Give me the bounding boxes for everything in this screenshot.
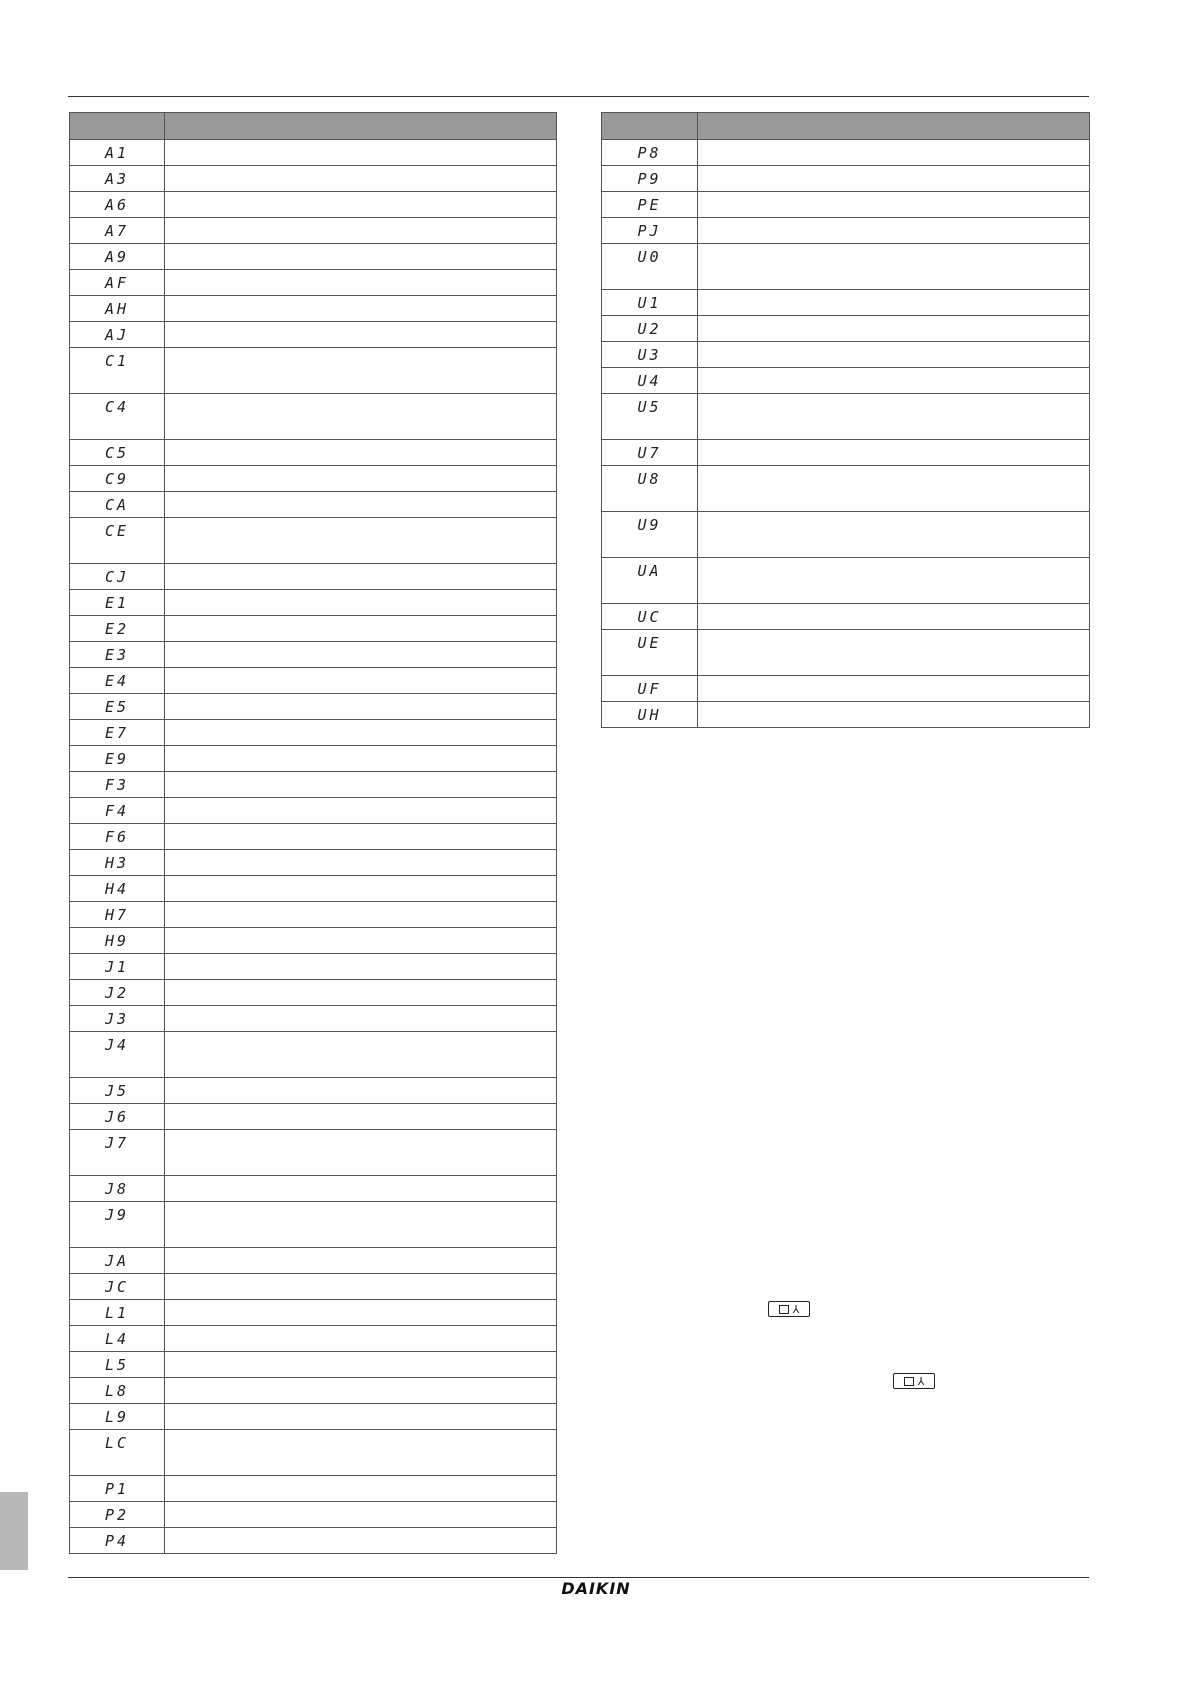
table-row xyxy=(602,630,1090,676)
error-description xyxy=(165,1078,557,1104)
error-code: UA xyxy=(602,558,698,604)
table-row xyxy=(70,394,557,440)
error-code: AF xyxy=(70,270,165,296)
error-description xyxy=(165,1430,557,1476)
table-row xyxy=(602,342,1090,368)
column-header-code xyxy=(602,113,698,140)
table-row xyxy=(602,676,1090,702)
error-description xyxy=(165,1476,557,1502)
header-rule xyxy=(68,96,1089,97)
error-code: E7 xyxy=(70,720,165,746)
error-code: J8 xyxy=(70,1176,165,1202)
table-row xyxy=(70,270,557,296)
table-row xyxy=(70,1032,557,1078)
error-code: U0 xyxy=(602,244,698,290)
error-code: AH xyxy=(70,296,165,322)
table-row xyxy=(70,980,557,1006)
error-code: JA xyxy=(70,1248,165,1274)
error-description xyxy=(165,720,557,746)
error-description xyxy=(698,676,1090,702)
error-description xyxy=(165,746,557,772)
table-row xyxy=(70,1326,557,1352)
error-code: J2 xyxy=(70,980,165,1006)
table-row xyxy=(70,244,557,270)
error-description xyxy=(165,798,557,824)
error-description xyxy=(165,902,557,928)
error-code: UH xyxy=(602,702,698,728)
error-description xyxy=(698,604,1090,630)
column-header-code xyxy=(70,113,165,140)
error-description xyxy=(698,394,1090,440)
error-code-table-left xyxy=(69,112,557,1554)
error-code: J4 xyxy=(70,1032,165,1078)
error-description xyxy=(165,772,557,798)
error-description xyxy=(165,492,557,518)
table-row xyxy=(602,290,1090,316)
table-row xyxy=(70,850,557,876)
table-row xyxy=(70,798,557,824)
table-row xyxy=(602,558,1090,604)
error-description xyxy=(698,316,1090,342)
table-row xyxy=(602,394,1090,440)
error-code: U4 xyxy=(602,368,698,394)
table-row xyxy=(70,902,557,928)
error-description xyxy=(698,630,1090,676)
error-code: U8 xyxy=(602,466,698,512)
table-row xyxy=(602,192,1090,218)
table-row xyxy=(70,1078,557,1104)
table-row xyxy=(70,192,557,218)
table-row xyxy=(70,928,557,954)
error-code: UC xyxy=(602,604,698,630)
table-row xyxy=(70,1006,557,1032)
table-row xyxy=(602,166,1090,192)
error-description xyxy=(165,296,557,322)
table-row xyxy=(70,1202,557,1248)
table-row xyxy=(70,1378,557,1404)
table-row xyxy=(70,746,557,772)
error-code: E2 xyxy=(70,616,165,642)
column-header-description xyxy=(165,113,557,140)
inspection-test-button-icon: ⅄ xyxy=(893,1373,935,1389)
error-description xyxy=(165,348,557,394)
error-description xyxy=(165,192,557,218)
error-description xyxy=(165,1248,557,1274)
table-row xyxy=(70,1352,557,1378)
error-code: L5 xyxy=(70,1352,165,1378)
error-description xyxy=(698,702,1090,728)
table-row xyxy=(70,218,557,244)
table-row xyxy=(70,642,557,668)
error-code: F6 xyxy=(70,824,165,850)
table-row xyxy=(70,1502,557,1528)
error-code: J1 xyxy=(70,954,165,980)
error-description xyxy=(165,1352,557,1378)
error-code: L9 xyxy=(70,1404,165,1430)
table-row xyxy=(70,590,557,616)
error-description xyxy=(698,440,1090,466)
error-code: P4 xyxy=(70,1528,165,1554)
error-code: E9 xyxy=(70,746,165,772)
error-description xyxy=(165,616,557,642)
error-code: E3 xyxy=(70,642,165,668)
error-code: E5 xyxy=(70,694,165,720)
error-code: L1 xyxy=(70,1300,165,1326)
error-code: J3 xyxy=(70,1006,165,1032)
table-row xyxy=(602,604,1090,630)
table-row xyxy=(70,1528,557,1554)
table-row xyxy=(602,244,1090,290)
error-description xyxy=(165,1104,557,1130)
inspection-test-button-icon: ⅄ xyxy=(768,1301,810,1317)
table-header-row xyxy=(70,113,557,140)
error-description xyxy=(698,218,1090,244)
error-code: J7 xyxy=(70,1130,165,1176)
error-code: H4 xyxy=(70,876,165,902)
error-code: L4 xyxy=(70,1326,165,1352)
error-description xyxy=(165,954,557,980)
error-description xyxy=(165,980,557,1006)
error-code: UF xyxy=(602,676,698,702)
error-code: P8 xyxy=(602,140,698,166)
error-code: H9 xyxy=(70,928,165,954)
error-code: AJ xyxy=(70,322,165,348)
table-row xyxy=(602,702,1090,728)
table-row xyxy=(602,368,1090,394)
error-description xyxy=(698,368,1090,394)
error-description xyxy=(165,1274,557,1300)
table-row xyxy=(70,1274,557,1300)
table-row xyxy=(602,140,1090,166)
error-code: U1 xyxy=(602,290,698,316)
error-code: E1 xyxy=(70,590,165,616)
error-code: P9 xyxy=(602,166,698,192)
error-code: LC xyxy=(70,1430,165,1476)
error-code: CJ xyxy=(70,564,165,590)
error-description xyxy=(165,876,557,902)
error-code: A1 xyxy=(70,140,165,166)
table-row xyxy=(70,1104,557,1130)
error-code: F3 xyxy=(70,772,165,798)
table-row xyxy=(70,296,557,322)
error-description xyxy=(165,824,557,850)
column-header-description xyxy=(698,113,1090,140)
error-code: UE xyxy=(602,630,698,676)
table-row xyxy=(70,954,557,980)
table-row xyxy=(70,1300,557,1326)
error-description xyxy=(165,590,557,616)
error-code: H7 xyxy=(70,902,165,928)
error-description xyxy=(165,1130,557,1176)
error-code: A3 xyxy=(70,166,165,192)
error-code: CE xyxy=(70,518,165,564)
error-code: U3 xyxy=(602,342,698,368)
error-description xyxy=(698,466,1090,512)
error-code: P2 xyxy=(70,1502,165,1528)
error-description xyxy=(165,244,557,270)
error-code: C5 xyxy=(70,440,165,466)
table-row xyxy=(70,694,557,720)
error-code: U5 xyxy=(602,394,698,440)
error-code: A6 xyxy=(70,192,165,218)
table-row xyxy=(70,1476,557,1502)
error-code: PE xyxy=(602,192,698,218)
footer-rule xyxy=(68,1577,1089,1578)
error-code: L8 xyxy=(70,1378,165,1404)
error-code: J5 xyxy=(70,1078,165,1104)
error-description xyxy=(165,1300,557,1326)
table-header-row xyxy=(602,113,1090,140)
error-description xyxy=(165,440,557,466)
error-description xyxy=(698,558,1090,604)
error-code: U9 xyxy=(602,512,698,558)
error-code: PJ xyxy=(602,218,698,244)
table-row xyxy=(602,316,1090,342)
error-code: C9 xyxy=(70,466,165,492)
error-code: A9 xyxy=(70,244,165,270)
table-row xyxy=(602,440,1090,466)
error-description xyxy=(165,1326,557,1352)
error-description xyxy=(165,270,557,296)
table-row xyxy=(602,218,1090,244)
table-row xyxy=(70,1248,557,1274)
table-row xyxy=(70,140,557,166)
error-code: F4 xyxy=(70,798,165,824)
table-row xyxy=(70,440,557,466)
error-description xyxy=(165,1176,557,1202)
error-description xyxy=(165,218,557,244)
error-description xyxy=(698,290,1090,316)
error-description xyxy=(165,1032,557,1078)
table-row xyxy=(70,616,557,642)
error-description xyxy=(165,166,557,192)
error-code: C1 xyxy=(70,348,165,394)
error-description xyxy=(698,166,1090,192)
error-description xyxy=(165,394,557,440)
table-row xyxy=(70,1430,557,1476)
error-description xyxy=(698,342,1090,368)
error-description xyxy=(165,850,557,876)
error-description xyxy=(165,564,557,590)
error-code: J9 xyxy=(70,1202,165,1248)
error-description xyxy=(165,642,557,668)
error-description xyxy=(698,140,1090,166)
error-code: P1 xyxy=(70,1476,165,1502)
error-description xyxy=(165,140,557,166)
section-tab xyxy=(0,1492,28,1570)
table-row xyxy=(70,772,557,798)
table-row xyxy=(70,720,557,746)
error-description xyxy=(698,244,1090,290)
error-code: H3 xyxy=(70,850,165,876)
error-code: A7 xyxy=(70,218,165,244)
error-description xyxy=(165,322,557,348)
error-code: J6 xyxy=(70,1104,165,1130)
error-description xyxy=(165,1202,557,1248)
table-row xyxy=(70,466,557,492)
table-row xyxy=(602,466,1090,512)
table-row xyxy=(70,348,557,394)
table-row xyxy=(70,824,557,850)
error-code: CA xyxy=(70,492,165,518)
error-code: JC xyxy=(70,1274,165,1300)
table-row xyxy=(70,492,557,518)
table-row xyxy=(70,518,557,564)
daikin-logo: DAIKIN xyxy=(561,1579,631,1598)
error-code: E4 xyxy=(70,668,165,694)
error-code: U7 xyxy=(602,440,698,466)
error-code: U2 xyxy=(602,316,698,342)
error-code-table-right xyxy=(601,112,1090,728)
error-description xyxy=(165,466,557,492)
table-row xyxy=(70,322,557,348)
table-row xyxy=(70,166,557,192)
table-row xyxy=(70,668,557,694)
error-description xyxy=(698,512,1090,558)
table-row xyxy=(70,564,557,590)
error-description xyxy=(165,1404,557,1430)
table-row xyxy=(70,1176,557,1202)
error-description xyxy=(165,1528,557,1554)
error-description xyxy=(698,192,1090,218)
error-description xyxy=(165,1378,557,1404)
error-description xyxy=(165,668,557,694)
table-row xyxy=(602,512,1090,558)
error-description xyxy=(165,928,557,954)
error-description xyxy=(165,518,557,564)
error-description xyxy=(165,1502,557,1528)
error-description xyxy=(165,1006,557,1032)
error-description xyxy=(165,694,557,720)
table-row xyxy=(70,1404,557,1430)
table-row xyxy=(70,876,557,902)
table-row xyxy=(70,1130,557,1176)
error-code: C4 xyxy=(70,394,165,440)
